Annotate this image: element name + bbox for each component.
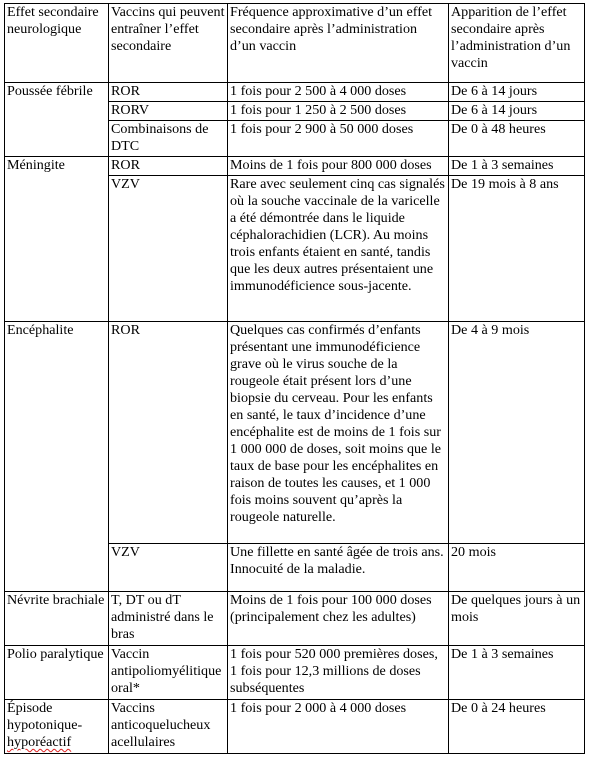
vaccine-cell: T, DT ou dT administré dans le bras bbox=[109, 592, 228, 646]
table-row bbox=[5, 83, 585, 102]
header-vaccines: Vaccins qui peuvent entraîner l’effet secondaire bbox=[109, 4, 228, 83]
frequency-cell: 1 fois pour 2 900 à 50 000 doses bbox=[228, 121, 449, 157]
effect-text-part2: hyporéactif bbox=[7, 734, 72, 750]
header-row bbox=[5, 4, 585, 83]
table-row bbox=[5, 700, 585, 754]
vaccine-cell: Vaccins anticoquelucheux acellulaires bbox=[109, 700, 228, 754]
frequency-cell: 1 fois pour 520 000 premières doses, 1 fois pour 12,3 millions de doses subséquentes bbox=[228, 646, 449, 700]
table-row bbox=[5, 646, 585, 700]
table-row bbox=[5, 322, 585, 544]
frequency-cell: 1 fois pour 2 500 à 4 000 doses bbox=[228, 83, 449, 102]
vaccine-cell: ROR bbox=[109, 322, 228, 544]
vaccine-cell: VZV bbox=[109, 544, 228, 592]
table-row bbox=[5, 592, 585, 646]
adverse-effects-table bbox=[4, 3, 585, 754]
header-frequency: Fréquence approximative d’un effet secondaire après l’administration d’un vaccin bbox=[228, 4, 449, 83]
table-row bbox=[5, 157, 585, 176]
frequency-cell: 1 fois pour 1 250 à 2 500 doses bbox=[228, 102, 449, 121]
vaccine-cell: VZV bbox=[109, 176, 228, 322]
onset-cell: De 19 mois à 8 ans bbox=[449, 176, 585, 322]
effect-cell: Méningite bbox=[5, 157, 109, 322]
vaccine-cell: Combinaisons de DTC bbox=[109, 121, 228, 157]
header-onset: Apparition de l’effet secondaire après l’administration d’un vaccin bbox=[449, 4, 585, 83]
onset-cell: De 0 à 24 heures bbox=[449, 700, 585, 754]
frequency-cell: Moins de 1 fois pour 100 000 doses (principalement chez les adultes) bbox=[228, 592, 449, 646]
onset-cell: De quelques jours à un mois bbox=[449, 592, 585, 646]
frequency-cell: Une fillette en santé âgée de trois ans. Innocuité de la maladie. bbox=[228, 544, 449, 592]
effect-cell: Névrite brachiale bbox=[5, 592, 109, 646]
effect-cell: Poussée fébrile bbox=[5, 83, 109, 157]
onset-cell: 20 mois bbox=[449, 544, 585, 592]
effect-cell: Encéphalite bbox=[5, 322, 109, 592]
onset-cell: De 6 à 14 jours bbox=[449, 83, 585, 102]
frequency-cell: Rare avec seulement cinq cas signalés où la souche vaccinale de la varicelle a été démontrée dans le liquide céphalorachidien (LCR). Au moins trois enfants étaient en santé, tandis que les deux autres présentaient une immunodéficience sous-jacente. bbox=[228, 176, 449, 322]
onset-cell: De 0 à 48 heures bbox=[449, 121, 585, 157]
effect-cell bbox=[5, 700, 109, 754]
vaccine-cell: ROR bbox=[109, 157, 228, 176]
onset-cell: De 1 à 3 semaines bbox=[449, 157, 585, 176]
vaccine-cell: Vaccin antipoliomyélitique oral* bbox=[109, 646, 228, 700]
effect-text-part1: Épisode hypotonique- bbox=[7, 700, 83, 733]
onset-cell: De 4 à 9 mois bbox=[449, 322, 585, 544]
vaccine-cell: ROR bbox=[109, 83, 228, 102]
frequency-cell: Quelques cas confirmés d’enfants présentant une immunodéficience grave où le virus souche de la rougeole était présent lors d’une biopsie du cerveau. Pour les enfants en santé, le taux d’incidence d’une encéphalite est de moins de 1 fois sur 1 000 000 de doses, soit moins que le taux de base pour les encéphalites en raison de toutes les causes, et 1 000 fois moins souvent qu’après la rougeole naturelle. bbox=[228, 322, 449, 544]
frequency-cell: 1 fois pour 2 000 à 4 000 doses bbox=[228, 700, 449, 754]
frequency-cell: Moins de 1 fois pour 800 000 doses bbox=[228, 157, 449, 176]
effect-cell: Polio paralytique bbox=[5, 646, 109, 700]
vaccine-cell: RORV bbox=[109, 102, 228, 121]
onset-cell: De 6 à 14 jours bbox=[449, 102, 585, 121]
onset-cell: De 1 à 3 semaines bbox=[449, 646, 585, 700]
header-effect: Effet secondaire neurologique bbox=[5, 4, 109, 83]
